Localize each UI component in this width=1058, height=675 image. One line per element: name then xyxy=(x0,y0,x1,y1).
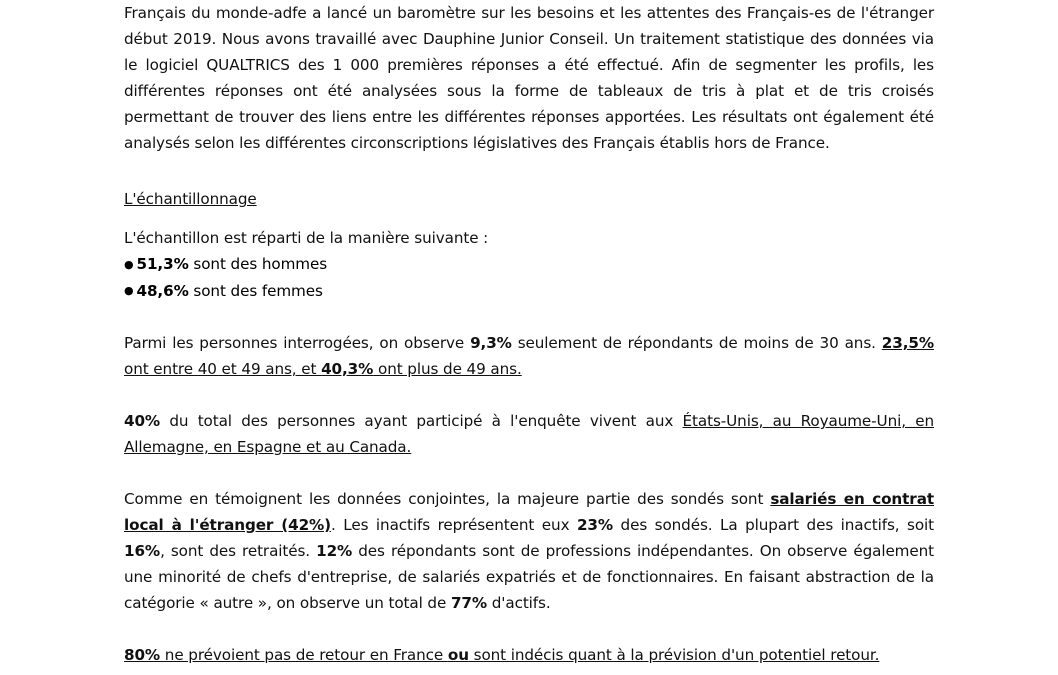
document-body xyxy=(124,0,934,668)
ages-stat-under30: 9,3% xyxy=(470,334,512,352)
spacer xyxy=(124,156,934,186)
status-part3: des sondés. La plupart des inactifs, soit xyxy=(613,516,934,534)
list-item xyxy=(124,278,934,305)
spacer xyxy=(124,382,934,408)
paragraph-return xyxy=(124,642,934,668)
ages-part1: Parmi les personnes interrogées, on observe xyxy=(124,334,471,352)
status-stat-independent: 12% xyxy=(316,542,353,560)
countries-list: États-Unis, au Royaume-Uni, en Allemagne, en Espagne et au Canada. xyxy=(124,412,934,456)
return-stat: 80% xyxy=(124,646,161,664)
status-part5: des répondants sont de professions indépendantes. On observe également une minorité de chefs d'entreprise, de salariés expatriés et de fonctionnaires. En faisant abstraction de la catégorie « autre », on observe un total de xyxy=(124,542,935,612)
status-part1: Comme en témoignent les données conjointes, la majeure partie des sondés sont xyxy=(124,490,771,508)
return-text2: sont indécis quant à la prévision d'un potentiel retour. xyxy=(468,646,880,664)
status-stat-salaried: salariés en contrat local à l'étranger (42%) xyxy=(124,490,935,534)
paragraph-sampling-intro xyxy=(124,225,934,251)
section-heading-sampling xyxy=(124,186,934,212)
bullet-text: sont des femmes xyxy=(188,281,323,300)
intro-text: Français du monde-adfe a lancé un baromètre sur les besoins et les attentes des Français-es de l'étranger début 2019. Nous avons travaillé avec Dauphine Junior Conseil. Un traitement statistique des données via le logiciel QUALTRICS des 1 000 premières réponses a été effectué. Afin de segmenter les profils, les différentes réponses ont été analysées sous la forme de tableaux de tris à plat et de tris croisés permettant de trouver des liens entre les différentes réponses apportées. Les résultats ont également été analysés selon les différentes circonscriptions législatives des Français établis hors de France. xyxy=(124,4,934,152)
paragraph-ages xyxy=(124,330,934,382)
ages-stat-over49: 40,3% xyxy=(321,360,374,378)
spacer xyxy=(124,212,934,225)
paragraph-intro xyxy=(124,0,934,156)
countries-stat: 40% xyxy=(124,412,161,430)
return-text1: ne prévoient pas de retour en France xyxy=(160,646,448,664)
status-stat-retired: 16% xyxy=(124,542,161,560)
spacer xyxy=(124,304,934,330)
return-bold-word: ou xyxy=(447,646,469,664)
ages-part4: ont plus de 49 ans. xyxy=(373,360,522,378)
ages-stat-40-49: 23,5% xyxy=(881,334,934,352)
bullet-text: sont des hommes xyxy=(188,255,328,273)
ages-part2: seulement de répondants de moins de 30 ans. xyxy=(511,334,882,352)
status-stat-active: 77% xyxy=(450,594,488,612)
bullet-icon: ● xyxy=(124,284,134,297)
countries-part1: du total des personnes ayant participé à l'enquête vivent aux xyxy=(160,412,683,430)
bullet-stat: 48,6% xyxy=(136,281,189,300)
bullet-icon: ● xyxy=(124,257,134,271)
list-item xyxy=(124,251,934,278)
status-stat-inactive: 23% xyxy=(576,516,614,534)
paragraph-countries xyxy=(124,408,934,460)
paragraph-status xyxy=(124,486,934,616)
status-part2: . Les inactifs représentent eux xyxy=(331,516,577,534)
sampling-intro-text: L'échantillon est réparti de la manière suivante : xyxy=(124,229,489,247)
sampling-heading-text: L'échantillonnage xyxy=(124,190,257,208)
spacer xyxy=(124,616,934,642)
spacer xyxy=(124,460,934,486)
bullet-stat: 51,3% xyxy=(136,255,189,273)
status-part6: d'actifs. xyxy=(487,594,551,612)
ages-part3: ont entre 40 et 49 ans, et xyxy=(124,360,322,378)
status-part4: , sont des retraités. xyxy=(160,542,317,560)
